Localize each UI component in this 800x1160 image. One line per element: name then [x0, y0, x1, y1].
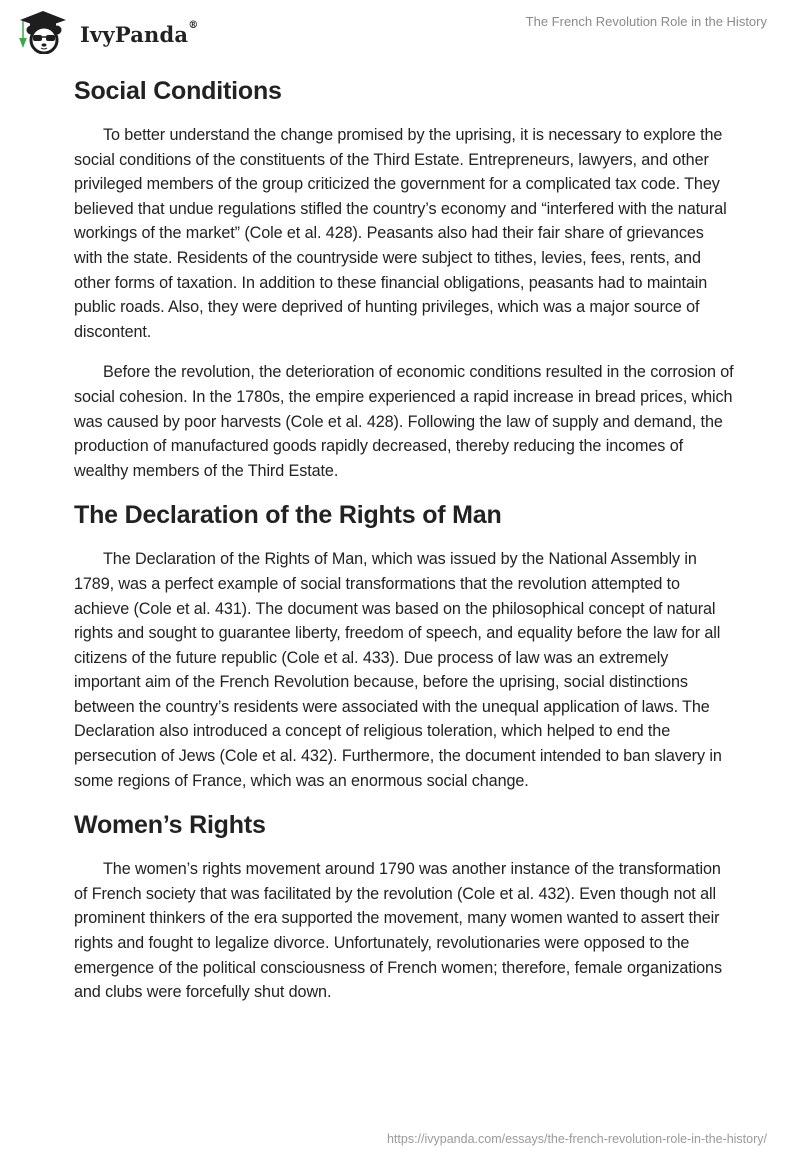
registered-mark: ®	[188, 19, 199, 31]
logo-text: IvyPanda	[80, 21, 189, 47]
page-header	[0, 0, 800, 60]
section-heading: Women’s Rights	[74, 811, 266, 840]
section-social-conditions	[74, 73, 734, 483]
essay-content	[74, 70, 734, 1005]
panda-graduate-icon	[14, 8, 72, 54]
paragraph: The Declaration of the Rights of Man, which was issued by the National Assembly in 1789, was a perfect example of social transformations that the revolution attempted to achieve (Cole et al. 431). The document was based on the philosophical concept of natural rights and sought to guarantee liberty, freedom of speech, and equality before the law for all citizens of the future republic (Cole et al. 433). Due process of law was an extremely important aim of the French Revolution because, before the uprising, social distinctions between the country’s residents were associated with the unequal application of laws. The Declaration also introduced a concept of religious toleration, which helped to end the persecution of Jews (Cole et al. 432). Furthermore, the document intended to ban slavery in some regions of France, which was an enormous social change.	[74, 550, 722, 790]
paragraph: The women’s rights movement around 1790 was another instance of the transformation of French society that was facilitated by the revolution (Cole et al. 432). Even though not all prominent thinkers of the era supported the movement, many women wanted to assert their rights and fought to legalize divorce. Unfortunately, revolutionaries were opposed to the emergence of the political consciousness of French women; therefore, female organizations and clubs were forcefully shut down.	[74, 860, 722, 1002]
section-declaration-rights-of-man	[74, 497, 734, 793]
paragraph: To better understand the change promised by the uprising, it is necessary to explore the social conditions of the constituents of the Third Estate. Entrepreneurs, lawyers, and other privileged members of the group criticized the government for a complicated tax code. They believed that undue regulations stifled the country’s economy and “interfered with the natural workings of the market” (Cole et al. 428). Peasants also had their fair share of grievances with the state. Residents of the countryside were subject to tithes, levies, fees, rents, and other forms of taxation. In addition to these financial obligations, peasants had to maintain public roads. Also, they were deprived of hunting privileges, which was a major source of discontent.	[74, 126, 727, 341]
ivypanda-logo[interactable]	[14, 8, 198, 54]
paragraph: Before the revolution, the deterioration of economic conditions resulted in the corrosion of social cohesion. In the 1780s, the empire experienced a rapid increase in bread prices, which was caused by poor harvests (Cole et al. 428). Following the law of supply and demand, the production of manufactured goods rapidly decreased, thereby reducing the incomes of wealthy members of the Third Estate.	[74, 363, 734, 480]
section-heading: The Declaration of the Rights of Man	[74, 501, 502, 530]
section-womens-rights	[74, 807, 734, 1005]
document-title: The French Revolution Role in the History	[525, 14, 767, 29]
logo-wordmark	[80, 19, 199, 47]
section-heading: Social Conditions	[74, 77, 282, 105]
source-url-link[interactable]: https://ivypanda.com/essays/the-french-revolution-role-in-the-history/	[386, 1132, 767, 1146]
